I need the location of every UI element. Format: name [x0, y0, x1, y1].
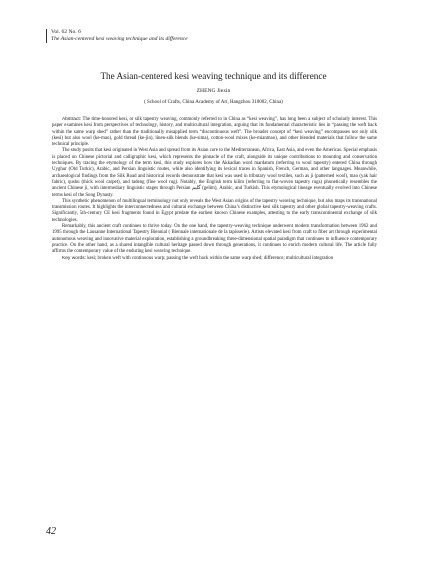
abstract-body	[52, 117, 377, 262]
abstract-paragraph: Remarkably, this ancient craft continues to thrive today. On the one hand, the tapestry-weaving technique underwent modern transformation between 1962 and 1995 through the Lausanne International Tapestry Biennial ( Biennale internationale de la tapisserie). Artists elevated kesi from craft to fiber art through experimental autonomous weaving and innovative material exploration, establishing a groundbreaking three-dimensional spatial paradigm that continues to influence contemporary practice. On the other hand, as a shared intangible cultural heritage passed down through generations, it continues to enrich modern cultural life. The article fully affirms the contemporary value of the enduring kesi weaving technique.	[52, 224, 377, 255]
author-name: ZHENG Jiexin	[196, 88, 231, 94]
page-number: 42	[46, 526, 56, 537]
volume-issue: Vol. 62 No. 6	[51, 29, 81, 35]
author-affiliation: ( School of Crafts, China Academy of Art, Hangzhou 310002, China)	[144, 100, 283, 105]
abstract-label: Abstract:	[62, 117, 82, 122]
abstract-paragraph: This synthetic phenomenon of multilingual terminology not only reveals the West Asian origins of the tapestry weaving technique, but also maps its transnational transmission routes. It highlights the interconnectedness and cultural exchange between China’s distinctive kesi silk tapestry and other global tapestry-weaving crafts. Significantly, 5th-century CE kesi fragments found in Egypt predate the earliest known Chinese examples, attesting to the early transcontinental exchange of silk technologies.	[52, 198, 377, 223]
paper-title: The Asian-centered kesi weaving technique and its difference	[100, 71, 327, 81]
running-title: The Asian-centered kesi weaving technique and its difference	[51, 36, 188, 43]
running-header	[46, 29, 188, 43]
keywords-line	[52, 256, 377, 262]
keywords-label: Key words:	[62, 255, 86, 261]
keywords-text: kesi; broken weft with continuous warp; passing the weft back within the same warp shed; difference; multicultural integration	[87, 255, 334, 261]
abstract-paragraph: The study posits that kesi originated in West Asia and spread from its Asian core to the Mediterranean, Africa, East Asia, and even the Americas. Special emphasis is placed on Chinese pictorial and calligraphic kesi, which represents the pinnacle of the craft, alongside its unique contributions to mounting and conservation techniques. By tracing the etymology of the term kesi, this study explores how the Akkadian word mardatum (referring to wool tapestry) entered China through Uyghur (Old Turkic), Arabic, and Persian linguistic routes, while also identifying its lexical traces in Spanish, French, German, and other languages. Meanwhile, archaeological findings from the Silk Road and historical records demonstrate that kesi was used in tributary wool textiles, such as ji (patterned wool), mao (yak hair fabric), qushu (thick wool carpet), and tadeng (fine wool rug). Notably, the English term kilim (referring to flat-woven tapestry rugs) phonetically resembles the ancient Chinese ji, with intermediary linguistic stages through Persian گلیم (gelim), Arabic, and Turkish. This etymological lineage eventually evolved into Chinese terms kesi of the Song Dynasty.	[52, 148, 377, 198]
abstract-paragraph: Abstract: The time-honored kesi, or silk tapestry weaving, commonly referred to in China as “kesi weaving”, has long been a subject of scholarly interest. This paper examines kesi from perspectives of technology, history, and multicultural integration, arguing that its fundamental characteristic lies in “passing the weft back within the same warp shed” rather than the traditionally misapplied term “discontinuous weft”. The broader concept of “kesi weaving” encompasses not only silk (kesi) but also wool (ke-mao), gold thread (ke-jin), linen-silk blends (ke-sima), cotton-wool mixes (ke-mianmao), and other blended materials that follow the same technical principle.	[52, 117, 377, 148]
